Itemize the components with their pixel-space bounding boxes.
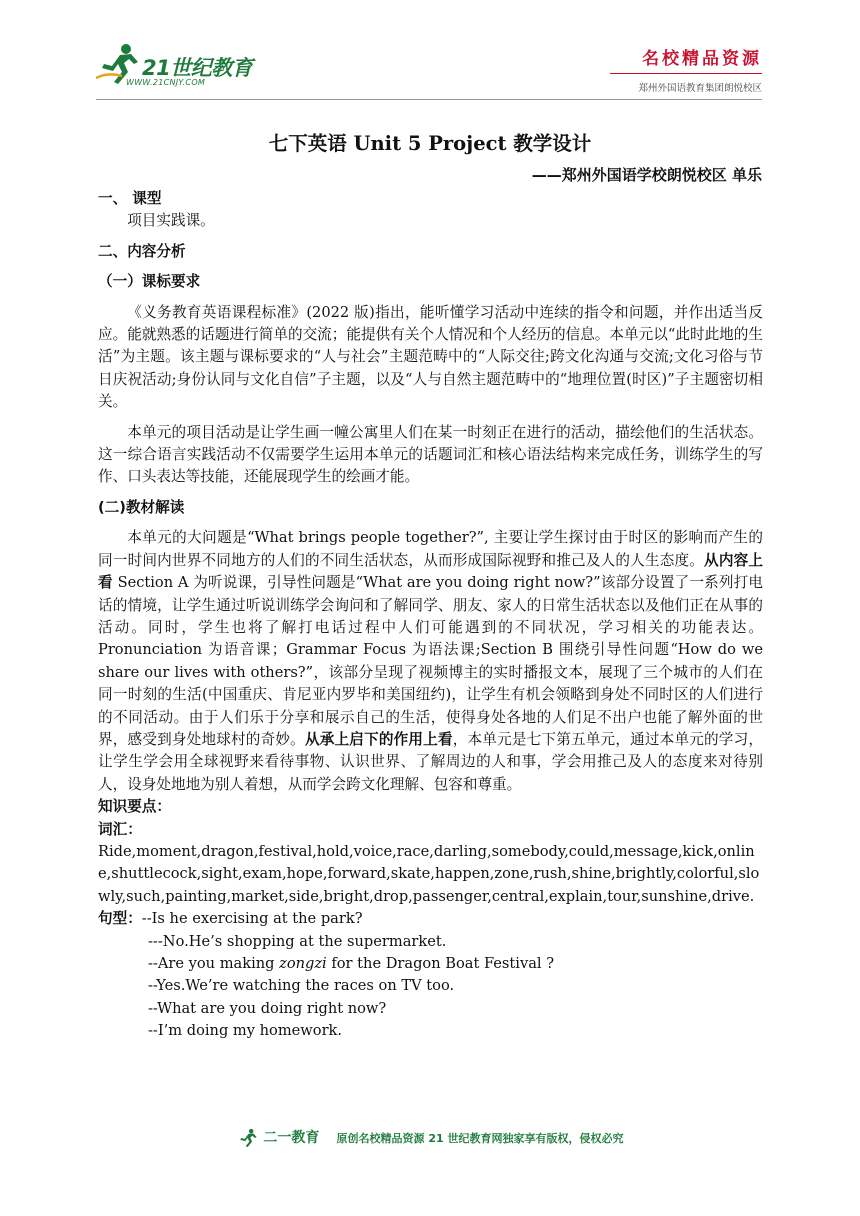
sentence-line: --Is he exercising at the park? xyxy=(141,910,363,928)
page-title: 七下英语 Unit 5 Project 教学设计 xyxy=(268,132,592,155)
emphasis-text: 从承上启下的作用上看 xyxy=(304,730,453,748)
brand-logo xyxy=(96,42,266,92)
header-divider xyxy=(96,99,762,100)
knowledge-heading: 知识要点： xyxy=(98,798,171,816)
header-right-title: 名校精品资源 xyxy=(642,49,762,69)
vocab-heading: 词汇： xyxy=(98,820,142,838)
section-heading: 一、 课型 xyxy=(98,190,162,207)
page-footer xyxy=(0,1127,860,1148)
sentence-line: --Yes.We’re watching the races on TV too. xyxy=(148,977,455,995)
running-man-icon xyxy=(237,1128,259,1148)
header-right-divider xyxy=(610,73,762,74)
sentence-line: ---No.He’s shopping at the supermarket. xyxy=(148,932,447,950)
logo-brand-text: 21世纪教育 xyxy=(142,56,253,80)
sentence-line: --I’m doing my homework. xyxy=(148,1022,343,1040)
paragraph: 项目实践课。 xyxy=(127,212,215,230)
section-heading: 二、内容分析 xyxy=(98,242,186,260)
sentence-line: --Are you making zongzi for the Dragon Boat Festival ? xyxy=(148,955,555,972)
page-subtitle: ——郑州外国语学校朗悦校区 单乐 xyxy=(531,166,762,184)
emphasis-text: 从内容上看 xyxy=(98,551,763,592)
footer-logo: 二一教育 xyxy=(237,1127,320,1148)
paragraph: 本单元的项目活动是让学生画一幢公寓里人们在某一时刻正在进行的活动，描绘他们的生活状态。这一综合语言实践活动不仅需要学生运用本单元的话题词汇和核心语法结构来完成任务，训练学生的写作、口头表达等技能，还能展现学生的绘画才能。 xyxy=(98,423,763,486)
subsection-heading: (二)教材解读 xyxy=(98,498,185,516)
sentence-line: --What are you doing right now? xyxy=(148,999,387,1017)
sentence-patterns xyxy=(98,908,763,1042)
logo-url-text: WWW.21CNJY.COM xyxy=(126,78,206,87)
footer-copyright: 原创名校精品资源 21 世纪教育网独家享有版权，侵权必究 xyxy=(336,1131,624,1145)
subsection-heading: （一）课标要求 xyxy=(98,273,201,291)
vocab-list: Ride,moment,dragon,festival,hold,voice,race,darling,somebody,could,message,kick,online,shuttlecock,sight,exam,hope,forward,skate,happen,zone,rush,shine,brightly,colorful,slowly,such,painting,market,side,bright,drop,passenger,central,explain,tour,sunshine,drive. xyxy=(98,842,760,905)
paragraph: 《义务教育英语课程标准》(2022 版)指出，能听懂学习活动中连续的指令和问题，并作出适当反应。能就熟悉的话题进行简单的交流；能提供有关个人情况和个人经历的信息。本单元以“此时此地的生活”为主题。该主题与课标要求的“人与社会”主题范畴中的“人际交往;跨文化沟通与交流;文化习俗与节日庆祝活动;身份认同与文化自信”子主题，以及“人与自然主题范畴中的“地理位置(时区)”子主题密切相关。 xyxy=(98,303,763,411)
header-right-subtitle: 郑州外国语教育集团朗悦校区 xyxy=(638,83,762,94)
paragraph: 本单元的大问题是“What brings people together?”, 主要让学生探讨由于时区的影响而产生的同一时间内世界不同地方的人们的不同生活状态，从而形成国际视野和推己及人的人生态度。从内容上看 Section A 为听说课，引导性问题是“What are you doing right now?”该部分设置了一系列打电话的情境，让学生通过听说训练学会询问和了解同学、朋友、家人的日常生活状态以及他们正在从事的活动。同时，学生也将了解打电话过程中人们可能遇到的不同状况，学习相关的功能表达。Pronunciation 为语音课；Grammar Focus 为语法课;Section B 围绕引导性问题“How do we share our lives with others?”，该部分呈现了视频博主的实时播报文本，展现了三个城市的人们在同一时刻的生活(中国重庆、肯尼亚内罗毕和美国纽约)，让学生有机会领略到身处不同时区的人们进行的不同活动。由于人们乐于分享和展示自己的生活，使得身处各地的人们足不出户也能了解外面的世界，感受到身处地球村的奇妙。从承上启下的作用上看，本单元是七下第五单元，通过本单元的学习，让学生学会用全球视野来看待事物、认识世界、了解周边的人和事，学会用推己及人的态度来对待别人，设身处地地为别人着想，从而学会跨文化理解、包容和尊重。 xyxy=(98,529,763,793)
document-body xyxy=(98,186,763,1043)
header-right-block xyxy=(610,44,762,94)
sentence-heading: 句型： xyxy=(98,910,142,928)
